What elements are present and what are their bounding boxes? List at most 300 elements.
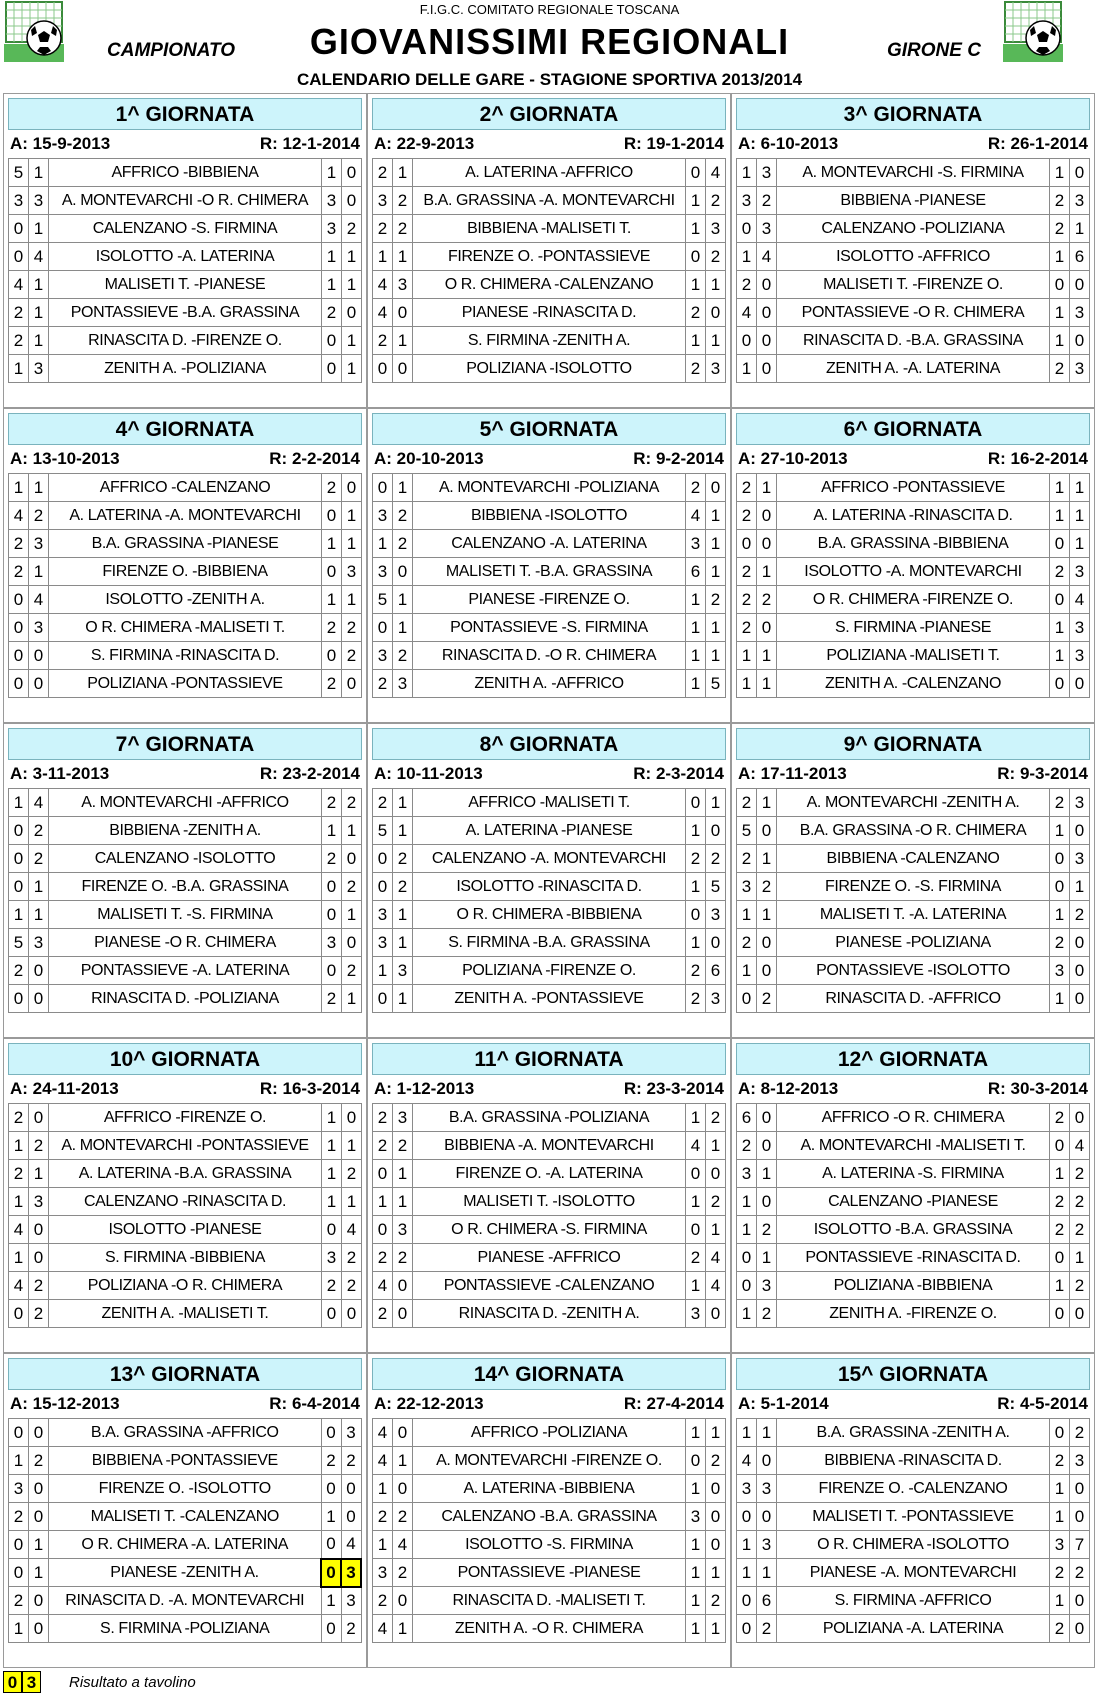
andata-home-score: 3 (9, 187, 29, 215)
match-teams: ZENITH A. -PONTASSIEVE (413, 985, 686, 1013)
ritorno-home-score: 0 (322, 901, 342, 929)
andata-home-score: 1 (373, 1531, 393, 1559)
match-teams: FIRENZE O. -A. LATERINA (413, 1160, 686, 1188)
andata-date: A: 6-10-2013 (738, 134, 839, 153)
ritorno-home-score: 3 (322, 215, 342, 243)
ritorno-home-score: 3 (322, 1244, 342, 1272)
match-teams: S. FIRMINA -AFFRICO (777, 1587, 1050, 1615)
ritorno-away-score: 4 (1070, 586, 1090, 614)
matches-table (8, 788, 362, 1013)
match-row (9, 614, 362, 642)
andata-home-score: 0 (9, 1531, 29, 1559)
ritorno-home-score: 2 (1050, 558, 1070, 586)
andata-away-score: 3 (393, 670, 413, 698)
andata-date: A: 13-10-2013 (10, 449, 120, 468)
andata-home-score: 1 (737, 1531, 757, 1559)
ritorno-home-score: 1 (686, 586, 706, 614)
match-teams: PIANESE -A. MONTEVARCHI (777, 1559, 1050, 1587)
giornata-dates (736, 760, 1090, 788)
andata-date: A: 17-11-2013 (738, 764, 847, 783)
match-teams: CALENZANO -A. LATERINA (413, 530, 686, 558)
ritorno-away-score: 0 (341, 1503, 361, 1531)
andata-home-score: 2 (737, 271, 757, 299)
andata-away-score: 0 (393, 1419, 413, 1447)
ritorno-home-score: 0 (686, 1447, 706, 1475)
match-teams: ZENITH A. -MALISETI T. (49, 1300, 322, 1328)
andata-date: A: 24-11-2013 (10, 1079, 119, 1098)
andata-away-score: 2 (393, 845, 413, 873)
andata-away-score: 2 (393, 1559, 413, 1587)
match-teams: RINASCITA D. -O R. CHIMERA (413, 642, 686, 670)
andata-home-score: 2 (737, 845, 757, 873)
ritorno-away-score: 0 (342, 1300, 362, 1328)
andata-home-score: 3 (737, 1160, 757, 1188)
match-teams: RINASCITA D. -ZENITH A. (413, 1300, 686, 1328)
andata-home-score: 2 (737, 474, 757, 502)
ritorno-away-score: 1 (1070, 873, 1090, 901)
match-teams: A. LATERINA -S. FIRMINA (777, 1160, 1050, 1188)
giornata-block (367, 723, 731, 1038)
ritorno-away-score: 3 (1070, 614, 1090, 642)
ritorno-home-score: 3 (1050, 957, 1070, 985)
match-row (737, 1160, 1090, 1188)
ritorno-home-score: 1 (686, 215, 706, 243)
match-row (373, 1300, 726, 1328)
andata-away-score: 1 (393, 1160, 413, 1188)
andata-away-score: 2 (757, 1300, 777, 1328)
match-teams: RINASCITA D. -B.A. GRASSINA (777, 327, 1050, 355)
match-teams: BIBBIENA -ZENITH A. (49, 817, 322, 845)
ritorno-home-score: 2 (1050, 789, 1070, 817)
ritorno-home-score: 1 (686, 929, 706, 957)
match-row (373, 642, 726, 670)
andata-home-score: 5 (373, 586, 393, 614)
match-teams: ISOLOTTO -AFFRICO (777, 243, 1050, 271)
andata-home-score: 1 (737, 642, 757, 670)
match-teams: FIRENZE O. -PONTASSIEVE (413, 243, 686, 271)
giornata-block (731, 1353, 1095, 1668)
match-teams: A. MONTEVARCHI -FIRENZE O. (413, 1447, 686, 1475)
andata-home-score: 4 (373, 1272, 393, 1300)
andata-away-score: 0 (29, 1244, 49, 1272)
ritorno-away-score: 5 (706, 670, 726, 698)
ritorno-home-score: 1 (322, 1188, 342, 1216)
ritorno-home-score: 0 (321, 1475, 341, 1503)
match-teams: BIBBIENA -CALENZANO (777, 845, 1050, 873)
match-row (373, 1559, 726, 1587)
andata-away-score: 2 (393, 873, 413, 901)
andata-home-score: 1 (9, 1132, 29, 1160)
ritorno-away-score: 0 (342, 1104, 362, 1132)
andata-home-score: 1 (737, 1216, 757, 1244)
andata-away-score: 1 (29, 215, 49, 243)
andata-away-score: 3 (757, 1475, 777, 1503)
match-row (373, 558, 726, 586)
giornata-dates (372, 445, 726, 473)
andata-away-score: 2 (393, 1132, 413, 1160)
andata-away-score: 1 (757, 1244, 777, 1272)
andata-away-score: 1 (29, 901, 49, 929)
ritorno-home-score: 2 (686, 1244, 706, 1272)
ritorno-date: R: 9-2-2014 (633, 449, 724, 468)
andata-away-score: 3 (29, 187, 49, 215)
andata-away-score: 2 (757, 1615, 777, 1643)
andata-home-score: 4 (373, 299, 393, 327)
match-teams: AFFRICO -BIBBIENA (49, 159, 322, 187)
ritorno-away-score: 1 (342, 985, 362, 1013)
match-teams: A. MONTEVARCHI -S. FIRMINA (777, 159, 1050, 187)
matches-table (372, 788, 726, 1013)
andata-home-score: 4 (9, 1216, 29, 1244)
andata-home-score: 1 (9, 1615, 29, 1643)
match-teams: RINASCITA D. -AFFRICO (777, 985, 1050, 1013)
match-teams: A. LATERINA -PIANESE (413, 817, 686, 845)
giornata-block (3, 93, 367, 408)
soccer-ball-goal-icon (1003, 0, 1063, 62)
andata-home-score: 1 (373, 530, 393, 558)
andata-home-score: 2 (737, 1132, 757, 1160)
ritorno-away-score: 0 (706, 1160, 726, 1188)
match-teams: S. FIRMINA -PIANESE (777, 614, 1050, 642)
match-row (373, 355, 726, 383)
ritorno-home-score: 1 (322, 530, 342, 558)
andata-home-score: 2 (9, 299, 29, 327)
andata-away-score: 0 (757, 1447, 777, 1475)
andata-home-score: 0 (9, 586, 29, 614)
match-teams: RINASCITA D. -POLIZIANA (49, 985, 322, 1013)
ritorno-home-score: 2 (322, 670, 342, 698)
match-row (373, 1160, 726, 1188)
ritorno-away-score: 0 (1070, 1475, 1090, 1503)
match-row (9, 817, 362, 845)
match-row (373, 1419, 726, 1447)
match-row (737, 1475, 1090, 1503)
match-row (9, 929, 362, 957)
andata-home-score: 2 (9, 1587, 29, 1615)
giornata-block (3, 408, 367, 723)
match-row (373, 1272, 726, 1300)
andata-away-score: 2 (29, 1272, 49, 1300)
ritorno-home-score: 2 (1050, 1216, 1070, 1244)
match-teams: FIRENZE O. -S. FIRMINA (777, 873, 1050, 901)
andata-away-score: 0 (393, 355, 413, 383)
andata-home-score: 2 (737, 929, 757, 957)
andata-home-score: 0 (9, 243, 29, 271)
andata-home-score: 4 (373, 1615, 393, 1643)
andata-away-score: 2 (29, 817, 49, 845)
ritorno-home-score: 2 (686, 299, 706, 327)
andata-home-score: 1 (9, 1447, 29, 1475)
ritorno-away-score: 1 (1070, 502, 1090, 530)
andata-home-score: 1 (9, 355, 29, 383)
andata-home-score: 0 (373, 873, 393, 901)
ritorno-home-score: 2 (1050, 215, 1070, 243)
ritorno-away-score: 0 (1070, 327, 1090, 355)
andata-home-score: 0 (737, 327, 757, 355)
ritorno-away-score: 1 (706, 530, 726, 558)
ritorno-away-score: 1 (1070, 1244, 1090, 1272)
match-teams: AFFRICO -PONTASSIEVE (777, 474, 1050, 502)
ritorno-home-score: 1 (1050, 159, 1070, 187)
ritorno-away-score: 2 (342, 873, 362, 901)
match-row (373, 845, 726, 873)
ritorno-away-score: 1 (706, 502, 726, 530)
andata-away-score: 2 (757, 187, 777, 215)
match-row (373, 873, 726, 901)
ritorno-home-score: 0 (1050, 845, 1070, 873)
match-row (9, 474, 362, 502)
match-row (373, 1475, 726, 1503)
ritorno-home-score: 0 (1050, 586, 1070, 614)
ritorno-home-score: 1 (686, 1531, 706, 1559)
match-row (9, 1475, 362, 1503)
andata-away-score: 0 (29, 985, 49, 1013)
andata-away-score: 0 (757, 355, 777, 383)
ritorno-home-score: 1 (1050, 243, 1070, 271)
andata-away-score: 1 (757, 474, 777, 502)
ritorno-home-score: 0 (686, 1160, 706, 1188)
ritorno-home-score: 3 (686, 1300, 706, 1328)
ritorno-away-score: 1 (342, 243, 362, 271)
ritorno-date: R: 9-3-2014 (997, 764, 1088, 783)
andata-home-score: 0 (9, 670, 29, 698)
andata-away-score: 0 (757, 929, 777, 957)
andata-home-score: 1 (737, 355, 757, 383)
ritorno-away-score: 0 (706, 1503, 726, 1531)
andata-home-score: 0 (9, 215, 29, 243)
legend (3, 1670, 196, 1694)
match-row (373, 271, 726, 299)
andata-away-score: 0 (757, 1104, 777, 1132)
andata-home-score: 0 (9, 873, 29, 901)
match-row (9, 355, 362, 383)
giornata-block (731, 723, 1095, 1038)
ritorno-away-score: 2 (1070, 1188, 1090, 1216)
andata-away-score: 1 (393, 901, 413, 929)
ritorno-home-score: 2 (1050, 1447, 1070, 1475)
match-teams: O R. CHIMERA -A. LATERINA (49, 1531, 322, 1559)
giornata-title: 11^ GIORNATA (372, 1043, 726, 1075)
ritorno-away-score: 4 (341, 1531, 361, 1559)
ritorno-away-score: 1 (706, 614, 726, 642)
andata-away-score: 4 (29, 789, 49, 817)
ritorno-away-score: 3 (342, 558, 362, 586)
ritorno-home-score: 1 (322, 271, 342, 299)
match-row (737, 670, 1090, 698)
ritorno-home-score: 0 (1050, 1132, 1070, 1160)
match-teams: PONTASSIEVE -RINASCITA D. (777, 1244, 1050, 1272)
match-row (737, 985, 1090, 1013)
andata-home-score: 2 (373, 327, 393, 355)
match-row (9, 985, 362, 1013)
andata-away-score: 1 (29, 1160, 49, 1188)
andata-home-score: 4 (9, 271, 29, 299)
match-teams: A. MONTEVARCHI -MALISETI T. (777, 1132, 1050, 1160)
ritorno-away-score: 0 (342, 187, 362, 215)
match-teams: POLIZIANA -PONTASSIEVE (49, 670, 322, 698)
andata-away-score: 1 (757, 642, 777, 670)
giornata-block (367, 1038, 731, 1353)
ritorno-home-score: 1 (686, 271, 706, 299)
ritorno-away-score: 0 (1070, 1503, 1090, 1531)
andata-home-score: 2 (373, 1132, 393, 1160)
andata-home-score: 3 (373, 187, 393, 215)
match-teams: PIANESE -POLIZIANA (777, 929, 1050, 957)
andata-home-score: 3 (373, 502, 393, 530)
ritorno-away-score: 1 (706, 1419, 726, 1447)
ritorno-away-score: 3 (1070, 845, 1090, 873)
matches-table (8, 1418, 362, 1643)
match-teams: CALENZANO -A. MONTEVARCHI (413, 845, 686, 873)
andata-away-score: 2 (393, 530, 413, 558)
andata-home-score: 0 (737, 985, 757, 1013)
andata-home-score: 2 (9, 957, 29, 985)
andata-away-score: 4 (393, 1531, 413, 1559)
match-teams: A. MONTEVARCHI -POLIZIANA (413, 474, 686, 502)
ritorno-home-score: 2 (686, 845, 706, 873)
match-teams: S. FIRMINA -RINASCITA D. (49, 642, 322, 670)
andata-away-score: 2 (757, 586, 777, 614)
ritorno-away-score: 0 (1070, 670, 1090, 698)
andata-away-score: 0 (757, 1132, 777, 1160)
andata-away-score: 1 (29, 873, 49, 901)
ritorno-date: R: 30-3-2014 (987, 1079, 1088, 1098)
ritorno-home-score: 0 (1050, 271, 1070, 299)
ritorno-away-score: 0 (706, 299, 726, 327)
match-row (9, 1132, 362, 1160)
ritorno-away-score: 0 (1070, 985, 1090, 1013)
match-row (9, 502, 362, 530)
match-teams: POLIZIANA -BIBBIENA (777, 1272, 1050, 1300)
match-row (9, 1419, 362, 1447)
matches-table (8, 1103, 362, 1328)
match-row (9, 1272, 362, 1300)
ritorno-home-score: 1 (1050, 614, 1070, 642)
match-row (373, 789, 726, 817)
andata-away-score: 3 (29, 614, 49, 642)
match-row (737, 1587, 1090, 1615)
match-teams: ZENITH A. -POLIZIANA (49, 355, 322, 383)
ritorno-away-score: 4 (706, 1272, 726, 1300)
andata-home-score: 3 (737, 187, 757, 215)
match-teams: ZENITH A. -AFFRICO (413, 670, 686, 698)
ritorno-home-score: 3 (322, 929, 342, 957)
andata-away-score: 0 (757, 1503, 777, 1531)
match-teams: CALENZANO -S. FIRMINA (49, 215, 322, 243)
ritorno-home-score: 0 (321, 1531, 341, 1559)
match-row (373, 985, 726, 1013)
ritorno-away-score: 0 (342, 929, 362, 957)
ritorno-home-score: 0 (322, 502, 342, 530)
ritorno-away-score: 2 (1070, 1272, 1090, 1300)
ritorno-away-score: 0 (1070, 929, 1090, 957)
andata-date: A: 1-12-2013 (374, 1079, 475, 1098)
ritorno-home-score: 1 (322, 817, 342, 845)
match-row (737, 1419, 1090, 1447)
ritorno-away-score: 1 (1070, 530, 1090, 558)
ritorno-home-score: 1 (686, 1587, 706, 1615)
ritorno-home-score: 0 (686, 243, 706, 271)
ritorno-home-score: 2 (322, 299, 342, 327)
ritorno-away-score: 2 (1070, 1160, 1090, 1188)
andata-home-score: 0 (737, 1244, 757, 1272)
ritorno-home-score: 2 (322, 985, 342, 1013)
match-teams: S. FIRMINA -ZENITH A. (413, 327, 686, 355)
ritorno-home-score: 1 (1050, 817, 1070, 845)
ritorno-away-score: 0 (706, 1475, 726, 1503)
andata-away-score: 1 (393, 614, 413, 642)
match-row (373, 901, 726, 929)
andata-away-score: 0 (29, 642, 49, 670)
match-row (9, 901, 362, 929)
match-teams: PIANESE -O R. CHIMERA (49, 929, 322, 957)
ritorno-home-score: 1 (1050, 901, 1070, 929)
andata-away-score: 1 (393, 159, 413, 187)
giornata-block (3, 1038, 367, 1353)
andata-home-score: 2 (373, 1104, 393, 1132)
giornata-title: 9^ GIORNATA (736, 728, 1090, 760)
ritorno-away-score: 3 (1070, 355, 1090, 383)
ritorno-away-score: 1 (706, 1615, 726, 1643)
ritorno-away-score: 3 (341, 1559, 361, 1587)
match-row (737, 1531, 1090, 1559)
andata-home-score: 1 (737, 1419, 757, 1447)
match-row (9, 1531, 362, 1559)
ritorno-home-score: 2 (322, 614, 342, 642)
match-row (737, 1216, 1090, 1244)
match-row (373, 327, 726, 355)
ritorno-away-score: 1 (342, 327, 362, 355)
ritorno-home-score: 2 (322, 845, 342, 873)
andata-home-score: 0 (9, 985, 29, 1013)
ritorno-home-score: 3 (322, 187, 342, 215)
andata-date: A: 20-10-2013 (374, 449, 484, 468)
ritorno-away-score: 3 (706, 355, 726, 383)
match-teams: RINASCITA D. -A. MONTEVARCHI (49, 1587, 322, 1615)
matches-table (372, 1103, 726, 1328)
ritorno-away-score: 1 (342, 530, 362, 558)
ritorno-away-score: 3 (706, 985, 726, 1013)
andata-home-score: 0 (9, 817, 29, 845)
ritorno-home-score: 2 (1050, 929, 1070, 957)
match-row (737, 271, 1090, 299)
andata-away-score: 1 (393, 789, 413, 817)
ritorno-away-score: 2 (706, 845, 726, 873)
match-teams: CALENZANO -B.A. GRASSINA (413, 1503, 686, 1531)
matches-table (372, 1418, 726, 1643)
andata-away-score: 0 (29, 670, 49, 698)
match-teams: O R. CHIMERA -ISOLOTTO (777, 1531, 1050, 1559)
federation-name: F.I.G.C. COMITATO REGIONALE TOSCANA (419, 2, 680, 17)
ritorno-home-score: 0 (322, 327, 342, 355)
andata-home-score: 1 (373, 243, 393, 271)
match-teams: ISOLOTTO -A. MONTEVARCHI (777, 558, 1050, 586)
andata-home-score: 2 (9, 327, 29, 355)
match-row (737, 929, 1090, 957)
ritorno-away-score: 1 (1070, 474, 1090, 502)
ritorno-home-score: 1 (322, 586, 342, 614)
ritorno-away-score: 1 (342, 1132, 362, 1160)
ritorno-away-score: 2 (341, 1615, 361, 1643)
ritorno-date: R: 6-4-2014 (269, 1394, 360, 1413)
andata-home-score: 2 (737, 586, 757, 614)
legend-text: Risultato a tavolino (69, 1673, 196, 1691)
match-row (737, 159, 1090, 187)
ritorno-home-score: 1 (686, 614, 706, 642)
giornata-block (367, 93, 731, 408)
ritorno-home-score: 1 (1050, 1475, 1070, 1503)
giornata-block (3, 723, 367, 1038)
